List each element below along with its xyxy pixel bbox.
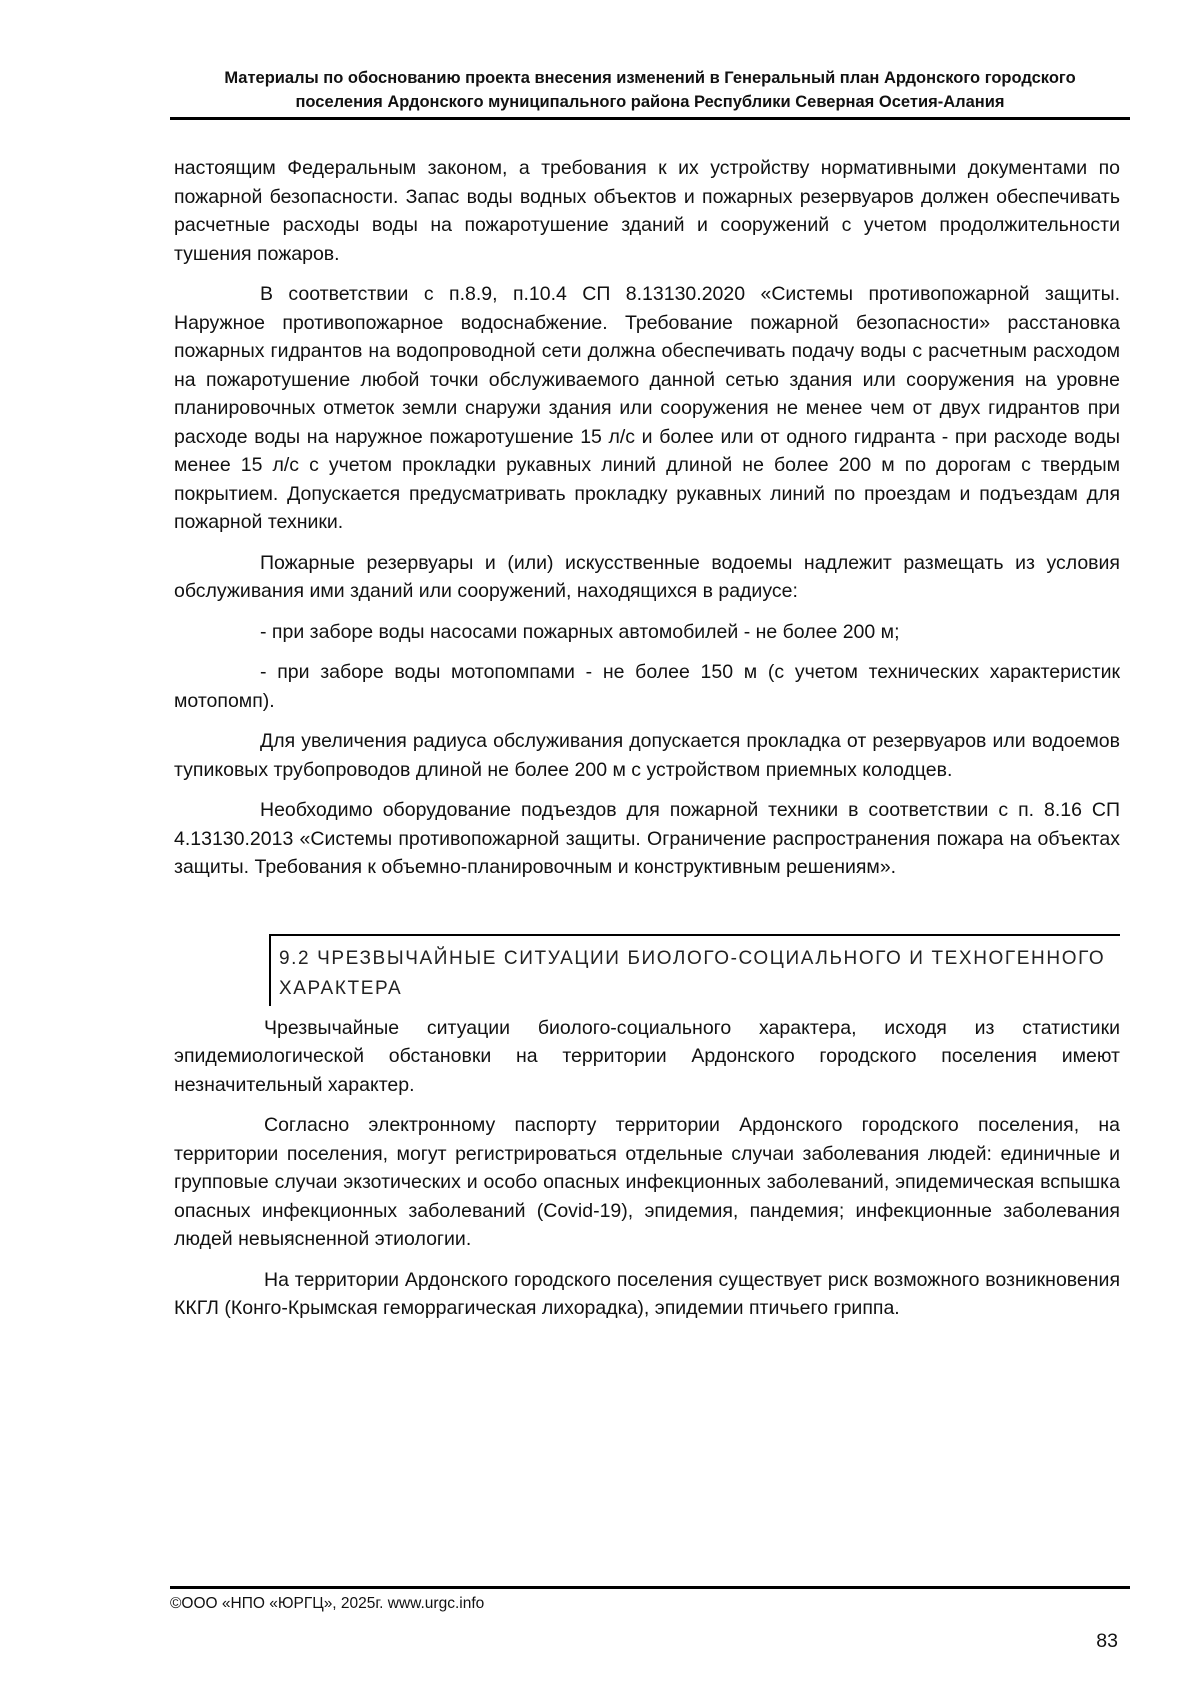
page-number: 83: [1096, 1630, 1118, 1652]
paragraph: Согласно электронному паспорту территории Ардонского городского поселения, на территории поселения, могут регистрироваться отдельные случаи заболевания людей: единичные и групповые случаи экзотических и особо опасных инфекционных заболеваний, эпидемическая вспышка опасных инфекционных заболеваний (Covid-19), эпидемия, пандемия; инфекционные заболевания людей невыясненной этиологии.: [174, 1114, 1120, 1250]
paragraph: Необходимо оборудование подъездов для пожарной техники в соответствии с п. 8.16 СП 4.13130.2013 «Системы противопожарной защиты. Ограничение распространения пожара на объектах защиты. Требования к объемно-планировочным и конструктивным решениям».: [174, 799, 1120, 878]
paragraph: В соответствии с п.8.9, п.10.4 СП 8.13130.2020 «Системы противопожарной защиты. Наружное противопожарное водоснабжение. Требование пожарной безопасности» расстановка пожарных гидрантов на водопроводной сети должна обеспечивать подачу воды с расчетным расходом на пожаротушение любой точки обслуживаемого данной сетью здания или сооружения на уровне планировочных отметок земли снаружи здания или сооружения не менее чем от двух гидрантов при расходе воды на наружное пожаротушение 15 л/с и более или от одного гидранта - при расходе воды менее 15 л/с с учетом прокладки рукавных линий длиной не более 200 м по дорогам с твердым покрытием. Допускается предусматривать прокладку рукавных линий по проездам и подъездам для пожарной техники.: [174, 283, 1120, 533]
section-heading: 9.2 ЧРЕЗВЫЧАЙНЫЕ СИТУАЦИИ БИОЛОГО-СОЦИАЛЬНОГО И ТЕХНОГЕННОГО ХАРАКТЕРА: [269, 934, 1120, 1006]
paragraph: Пожарные резервуары и (или) искусственные водоемы надлежит размещать из условия обслуживания ими зданий или сооружений, находящихся в радиусе:: [174, 551, 1120, 602]
header-line-1: Материалы по обоснованию проекта внесения изменений в Генеральный план Ардонского городского: [224, 69, 1076, 87]
header-line-2: поселения Ардонского муниципального района Республики Северная Осетия-Алания: [295, 93, 1005, 111]
page-header: [170, 66, 1130, 120]
list-item: - при заборе воды мотопомпами - не более 150 м (с учетом технических характеристик мотопомп).: [174, 661, 1120, 712]
paragraph: Для увеличения радиуса обслуживания допускается прокладка от резервуаров или водоемов тупиковых трубопроводов длиной не более 200 м с устройством приемных колодцев.: [174, 730, 1120, 781]
page-footer: [170, 1586, 1130, 1614]
document-body: [174, 154, 1120, 1335]
list-item: - при заборе воды насосами пожарных автомобилей - не более 200 м;: [260, 620, 900, 643]
footer-copyright: ©ООО «НПО «ЮРГЦ», 2025г. www.urgc.info: [170, 1595, 485, 1612]
paragraph: На территории Ардонского городского поселения существует риск возможного возникновения ККГЛ (Конго-Крымская геморрагическая лихорадка), эпидемии птичьего гриппа.: [174, 1268, 1120, 1319]
paragraph: Чрезвычайные ситуации биолого-социального характера, исходя из статистики эпидемиологической обстановки на территории Ардонского городского поселения имеют незначительный характер.: [174, 1016, 1120, 1096]
paragraph: настоящим Федеральным законом, а требования к их устройству нормативными документами по пожарной безопасности. Запас воды водных объектов и пожарных резервуаров должен обеспечивать расчетные расходы воды на пожаротушение зданий и сооружений с учетом продолжительности тушения пожаров.: [174, 157, 1120, 265]
